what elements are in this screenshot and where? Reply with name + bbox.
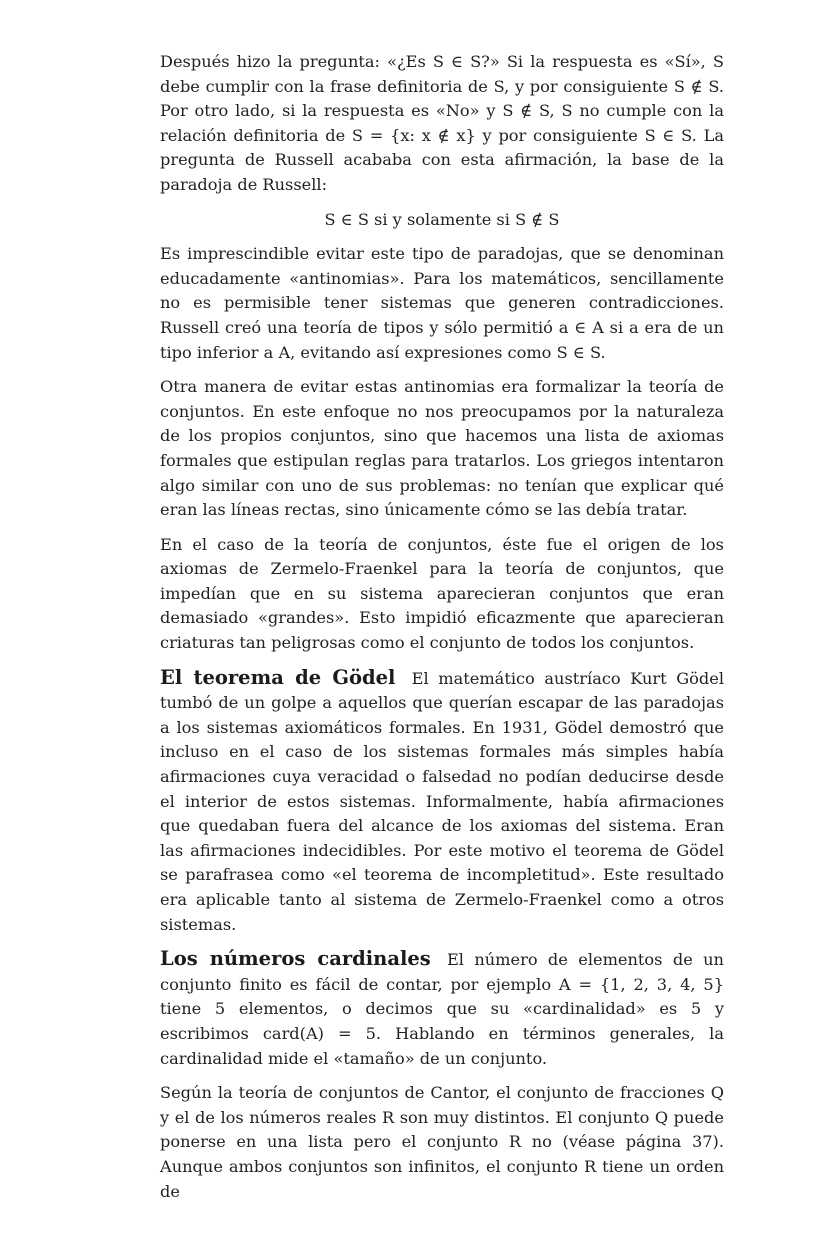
godel-body: El matemático austríaco Kurt Gödel tumbó de un golpe a aquellos que querían escapar de las paradojas a los sistemas axiomáticos formales. En 1931, Gödel demostró que incluso en el caso de los sistemas formales más simples había afirmaciones cuya veracidad o falsedad no podían deducirse desde el interior de estos sistemas. Informalmente, había afirmaciones que quedaban fuera del alcance de los axiomas del sistema. Eran las afirmaciones indecidibles. Por este motivo el teorema de Gödel se parafrasea como «el teorema de incompletitud». Este resultado era aplicable tanto al sistema de Zermelo-Fraenkel como a otros sistemas. <box>160 668 725 934</box>
paragraph-cantor: Según la teoría de conjuntos de Cantor, el conjunto de fracciones Q y el de los números reales R son muy distintos. El conjunto Q puede ponerse en una lista pero el conjunto R no (véase página 37). Aunque ambos conjuntos son infinitos, el conjunto R tiene un orden de <box>160 1083 724 1201</box>
paragraph-russell-question: Después hizo la pregunta: «¿Es S ∈ S?» Si la respuesta es «Sí», S debe cumplir con la frase definitoria de S, y por consiguiente S ∉ S. Por otro lado, si la respuesta es «No» y S ∉ S, S no cumple con la relación definitoria de S = {x: x ∉ x} y por consiguiente S ∈ S. La pregunta de Russell acababa con esta afirmación, la base de la paradoja de Russell: <box>160 52 724 194</box>
cardinals-body: El número de elementos de un conjunto finito es fácil de contar, por ejemplo A = {1, 2, 3, 4, 5} tiene 5 elementos, o decimos que su «cardinalidad» es 5 y escribimos card(A) = 5. Hablando en términos generales, la cardinalidad mide el «tamaño» de un conjunto. <box>160 950 724 1068</box>
section-heading-cardinals: Los números cardinales <box>160 947 431 971</box>
page-text <box>160 50 724 1214</box>
paragraph-godel <box>160 666 724 938</box>
paragraph-formalization: Otra manera de evitar estas antinomias era formalizar la teoría de conjuntos. En este enfoque no nos preocupamos por la naturaleza de los propios conjuntos, sino que hacemos una lista de axiomas formales que estipulan reglas para tratarlos. Los griegos intentaron algo similar con uno de sus problemas: no tenían que explicar qué eran las líneas rectas, sino únicamente cómo se las debía tratar. <box>160 377 724 520</box>
paragraph-cardinals <box>160 947 724 1071</box>
paragraph-antinomies: Es imprescindible evitar este tipo de paradojas, que se denominan educadamente «antinomias». Para los matemáticos, sencillamente no es permisible tener sistemas que generen contradicciones. Russell creó una teoría de tipos y sólo permitió a ∈ A si a era de un tipo inferior a A, evitando así expresiones como S ∈ S. <box>160 244 724 362</box>
russell-paradox-formula: S ∈ S si y solamente si S ∉ S <box>324 209 560 229</box>
paragraph-zermelo-fraenkel: En el caso de la teoría de conjuntos, éste fue el origen de los axiomas de Zermelo-Fraenkel para la teoría de conjuntos, que impedían que en su sistema aparecieran conjuntos que eran demasiado «grandes». Esto impidió eficazmente que aparecieran criaturas tan peligrosas como el conjunto de todos los conjuntos. <box>160 534 724 653</box>
section-heading-godel: El teorema de Gödel <box>160 665 396 689</box>
